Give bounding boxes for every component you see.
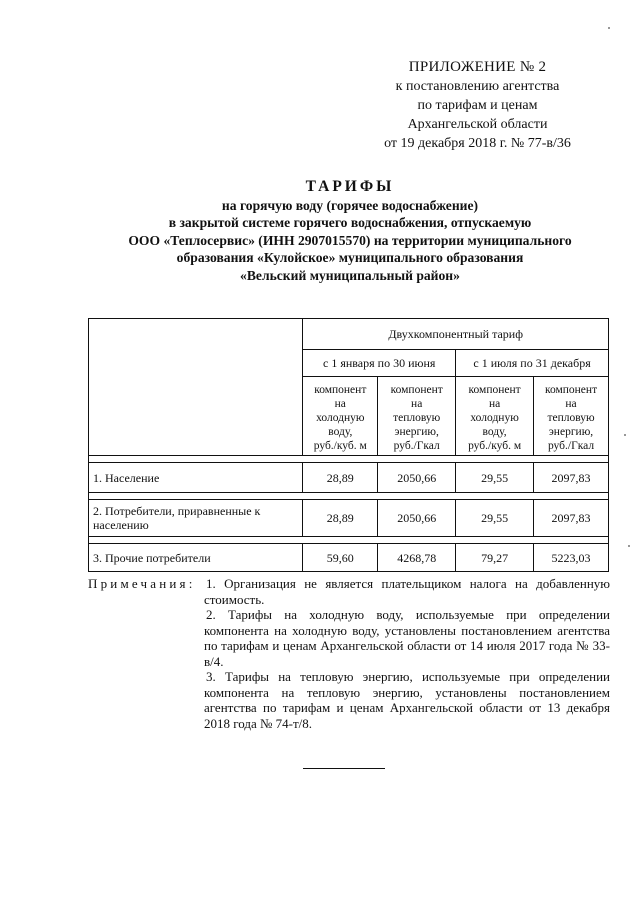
component-line: на [334,398,346,410]
title-line: в закрытой системе горячего водоснабжения, отпускаемую [168,215,532,230]
table-row [89,544,609,572]
table-row [89,463,609,493]
table-cell: 2097,83 [534,500,609,537]
title-line: на горячую воду (горячее водоснабжение) [221,197,479,213]
component-line: компонент [544,384,598,396]
component-line: тепловую [547,412,595,424]
note-item: 3. Тарифы на тепловую энергию, используемые при определении компонента на тепловую энергию, установлены постановлением агентства по тарифам и ценам Архангельской области от 13 декабря 2018 года № 74-т/8. [204,669,610,731]
table-cell: 28,89 [303,463,378,493]
table-cell: 29,55 [456,463,534,493]
table-header-tariff: Двухкомпонентный тариф [303,319,609,350]
component-header [456,377,534,456]
appendix-line: к постановлению агентства [395,79,560,94]
component-header [534,377,609,456]
notes-label: Примечания: [88,576,196,591]
component-line: руб./Гкал [547,440,595,452]
closing-rule [303,768,385,769]
component-header [378,377,456,456]
title-line: «Вельский муниципальный район» [240,267,460,283]
note-item: 1. Организация не является плательщиком налога на добавленную стоимость. [204,576,610,607]
component-line: компонент [390,384,443,396]
table-spacer [89,456,609,463]
title-line: образования «Кулойское» муниципального образования [176,250,524,265]
document-title [70,178,630,284]
appendix-header [345,58,610,153]
appendix-line: Архангельской области [407,117,548,132]
table-cell: 29,55 [456,500,534,537]
component-line: воду, [482,426,507,438]
scan-speck [628,545,630,547]
component-line: на [565,398,577,410]
scan-speck [624,434,626,436]
component-line: энергию, [548,426,594,438]
component-line: холодную [316,412,365,424]
table-spacer [89,493,609,500]
scan-speck [608,27,610,29]
component-line: энергию, [394,426,439,438]
period-header: с 1 января по 30 июня [303,350,456,377]
tariff-table [88,318,609,572]
title-main: ТАРИФЫ [305,178,395,195]
table-row [89,500,609,537]
notes-list [204,576,610,731]
appendix-line: по тарифам и ценам [417,98,538,113]
component-line: на [411,398,423,410]
table-corner-cell [89,319,303,456]
component-line: компонент [468,384,521,396]
component-header [303,377,378,456]
component-line: воду, [328,426,353,438]
period-header: с 1 июля по 31 декабря [456,350,609,377]
table-cell: 2050,66 [378,463,456,493]
appendix-heading: ПРИЛОЖЕНИЕ № 2 [408,59,547,75]
table-cell: 2097,83 [534,463,609,493]
row-label: 1. Население [89,463,303,493]
table-cell: 59,60 [303,544,378,572]
row-label: 2. Потребители, приравненные к населению [89,500,303,537]
component-line: руб./куб. м [313,440,367,452]
table-cell: 2050,66 [378,500,456,537]
row-label: 3. Прочие потребители [89,544,303,572]
component-line: руб./куб. м [468,440,522,452]
appendix-line: от 19 декабря 2018 г. № 77-в/36 [384,136,571,151]
component-line: руб./Гкал [393,440,440,452]
table-cell: 5223,03 [534,544,609,572]
title-line: ООО «Теплосервис» (ИНН 2907015570) на территории муниципального [128,232,572,248]
component-line: на [488,398,501,410]
component-line: тепловую [393,412,441,424]
table-spacer [89,537,609,544]
component-line: холодную [470,412,519,424]
component-line: компонент [314,384,367,396]
table-cell: 28,89 [303,500,378,537]
table-cell: 79,27 [456,544,534,572]
table-cell: 4268,78 [378,544,456,572]
note-item: 2. Тарифы на холодную воду, используемые при определении компонента на холодную воду, установлены постановлением агентства по тарифам и ценам Архангельской области от 14 июля 2017 года № 33-в/4. [204,607,610,669]
